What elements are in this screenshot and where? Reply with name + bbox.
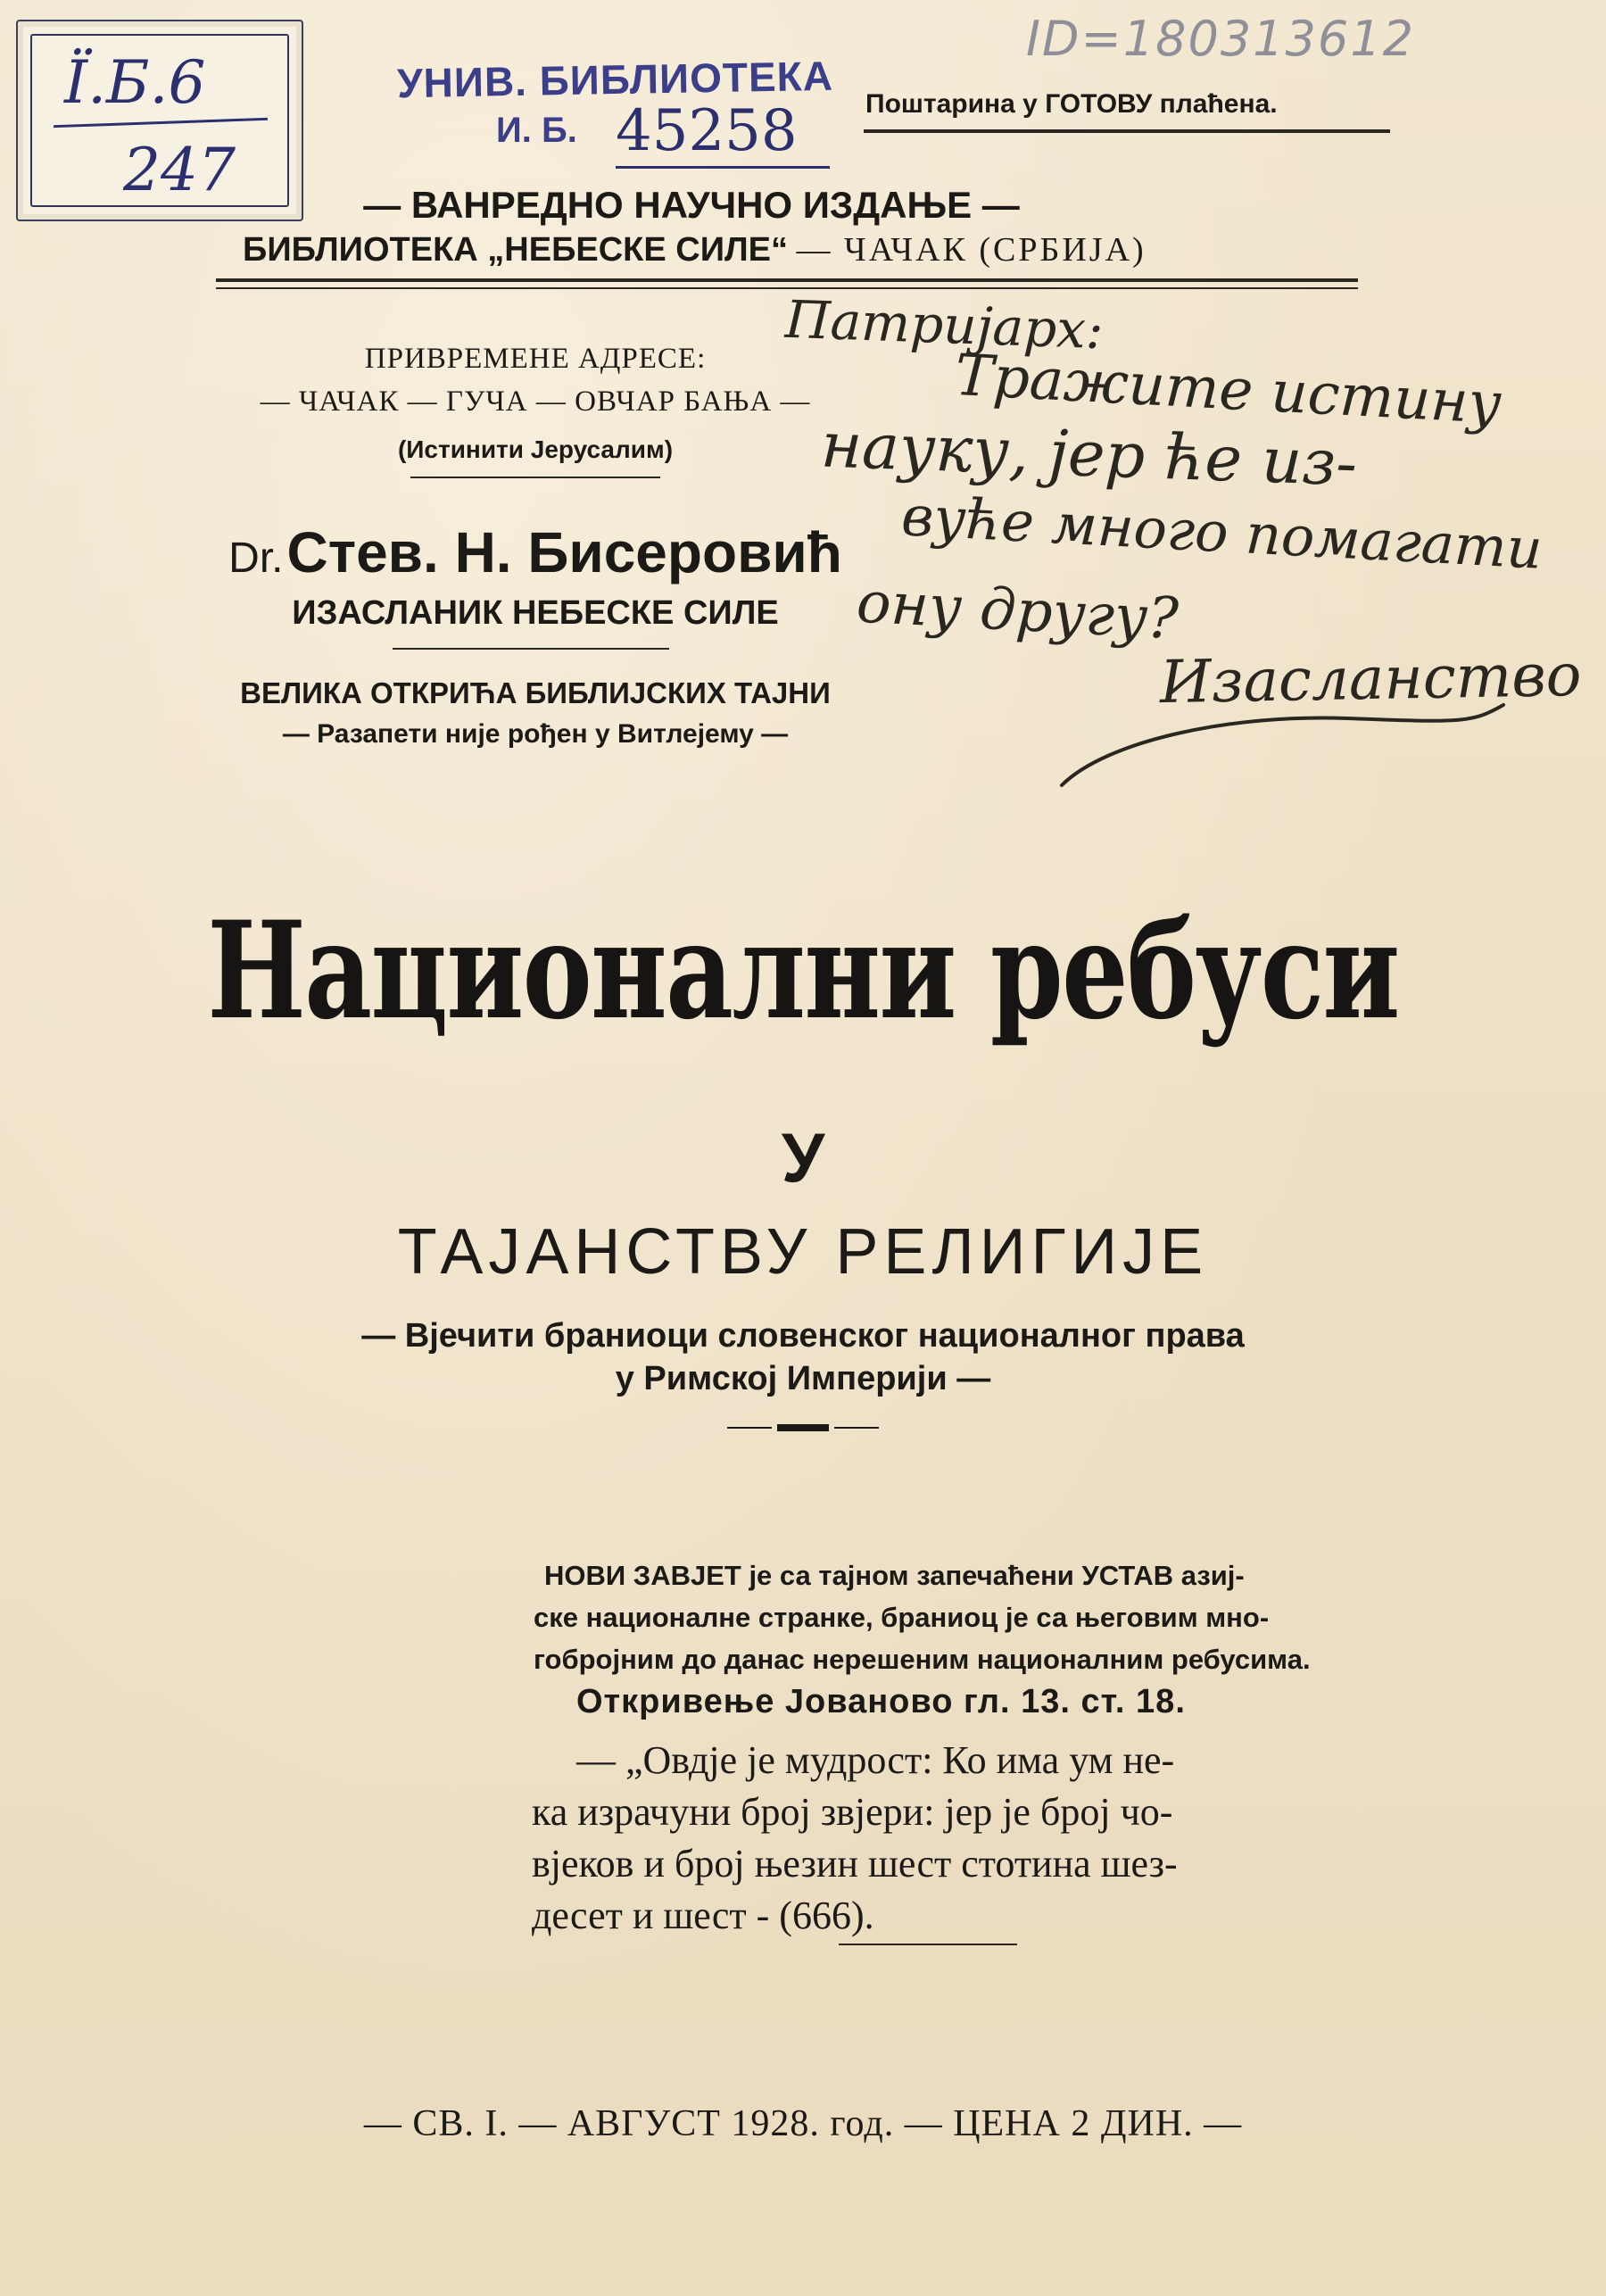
edition-heading: — ВАНРЕДНО НАУЧНО ИЗДАЊЕ — [363,184,1020,226]
quote-line-3: гобројним до данас нерешеним националним ребусима. [534,1644,1311,1675]
label-shelf-mark: Ї.Б.6 [64,48,206,117]
handwritten-signature: Изасланство [1159,640,1583,717]
postage-note: Поштарина у ГОТОВУ плаћена. [865,89,1278,119]
verse-line-1: — „Овдје је мудрост: Ко има ум не- [576,1738,1175,1782]
library-heading [243,230,1367,269]
addresses-places: — ЧАЧАК — ГУЧА — ОВЧАР БАЊА — [260,385,811,418]
quote-line-2: ске националне странке, браниоц је са његовим мно- [534,1602,1270,1633]
postage-underline [864,129,1390,133]
stamp-inventory-prefix: И. Б. [496,111,577,150]
footer-issue-line: — СВ. I. — АВГУСТ 1928. год. — ЦЕНА 2 ДИН. — [363,2103,1243,2144]
author-title-prefix: Dr. [228,535,284,582]
handwritten-line-2: Тражите истину [953,343,1503,437]
quote-line-1: НОВИ ЗАВЈЕТ је са тајном запечаћени УСТАВ азиј- [544,1560,1245,1591]
handwritten-line-3: науку, јер ће из- [819,408,1359,501]
verse-line-4: десет и шест - (666). [532,1894,874,1937]
title-subtitle-2: у Римској Империји — [615,1360,991,1397]
discoveries-subtitle: — Разапети није рођен у Витлејему — [282,719,789,749]
signature-flourish [1053,678,1517,803]
title-connector: У [781,1118,825,1197]
author-line [161,519,910,585]
pencil-catalog-id: ID=180313612 [1026,11,1415,67]
author-role: ИЗАСЛАНИК НЕБЕСКЕ СИЛЕ [292,594,779,632]
verse-block [532,1735,1406,1942]
title-second-line: ТАЈАНСТВУ РЕЛИГИЈЕ [397,1216,1209,1288]
university-library-stamp: УНИВ. БИБЛИОТЕКА [396,52,834,107]
main-title: Национални ребуси [207,892,1399,1049]
addresses-title: ПРИВРЕМЕНЕ АДРЕСЕ: [364,343,707,375]
scripture-reference: Откривење Јованово гл. 13. ст. 18. [576,1683,1186,1720]
library-location: — ЧАЧАК (СРБИЈА) [796,231,1147,269]
author-name: Стев. Н. Бисеровић [286,520,842,584]
quote-paragraph [534,1554,1390,1680]
main-title-wrap [0,892,1606,1049]
handwritten-line-5: ону другу? [855,569,1180,653]
verse-line-2: ка израчуни број звјери: јер је број чо- [532,1790,1173,1834]
label-number: 247 [123,136,236,204]
handwritten-line-1: Патријарх: [783,288,1105,361]
header-double-rule-top [216,278,1358,282]
addresses-divider [410,477,660,478]
verse-divider [839,1944,1017,1945]
author-divider [393,648,669,650]
stamp-underline [616,166,830,169]
stamp-inventory-number: 45258 [616,98,798,164]
addresses-note: (Истинити Јерусалим) [397,435,674,463]
library-name: БИБЛИОТЕКА „НЕБЕСКЕ СИЛЕ“ [243,231,789,269]
verse-line-3: вјеков и број њезин шест стотина шез- [532,1842,1178,1886]
handwritten-line-4: вуће много помагати [899,483,1544,582]
discoveries-title: ВЕЛИКА ОТКРИЋА БИБЛИЈСКИХ ТАЈНИ [240,676,831,709]
title-subtitle-1: — Вјечити браниоци словенског националног права [361,1317,1245,1355]
ornament-divider [727,1419,879,1437]
